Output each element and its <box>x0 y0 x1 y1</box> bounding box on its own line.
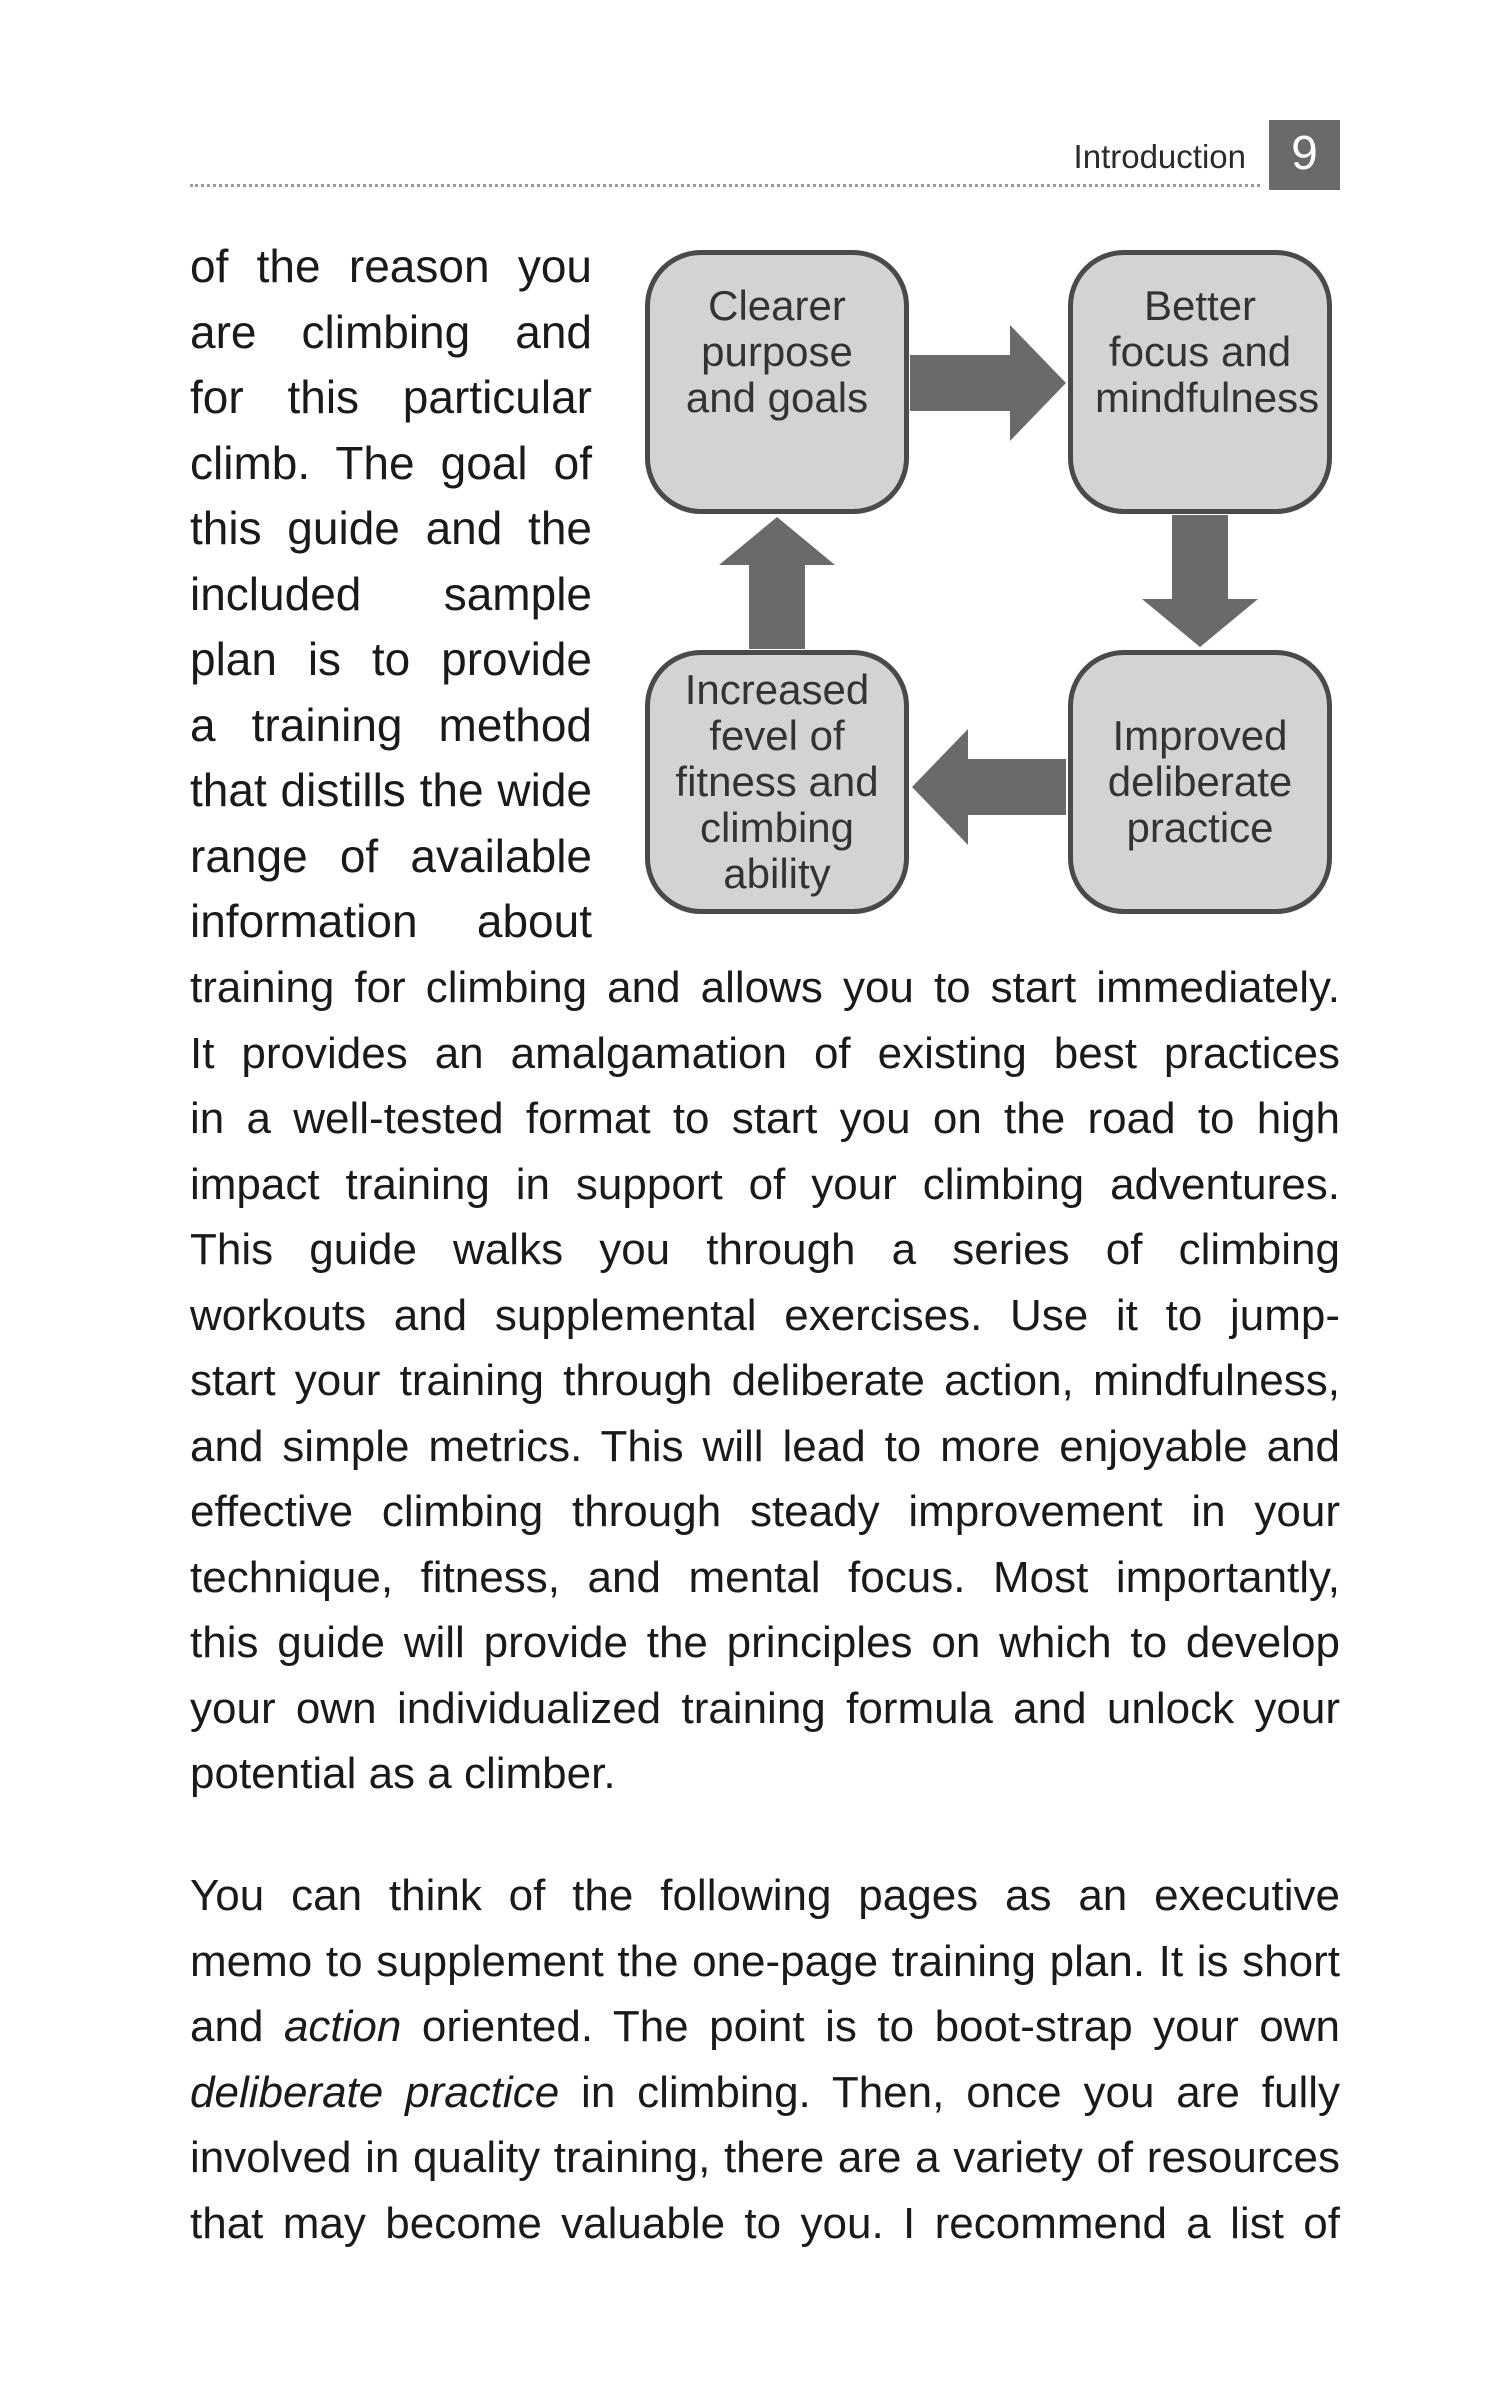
paragraph-line: It provides an amalgamation of existing best practices <box>190 1028 1340 1078</box>
box-improved-practice <box>1068 650 1332 914</box>
side-line: plan is to provide <box>190 633 592 685</box>
box-clearer-purpose <box>645 250 909 514</box>
side-line: for this particular <box>190 371 592 423</box>
paragraph-line: this guide will provide the principles on which to develop <box>190 1618 1340 1667</box>
paragraph-1 <box>190 955 1340 1807</box>
paragraph-line: impact training in support of your climbing adventures. <box>190 1159 1340 1209</box>
paragraph-line: involved in quality training, there are a variety of resources <box>190 2133 1340 2182</box>
paragraph-2 <box>190 1863 1340 2256</box>
paragraph-line: in a well-tested format to start you on the road to high <box>190 1094 1340 1143</box>
paragraph-line: You can think of the following pages as an executive <box>190 1871 1340 1920</box>
box-label: Better focus and mindfulness <box>1095 282 1320 421</box>
running-header <box>190 120 1340 192</box>
paragraph-line: and simple metrics. This will lead to more enjoyable and <box>190 1421 1340 1471</box>
side-line: this guide and the <box>190 502 592 554</box>
arrow-right-icon <box>910 325 1066 441</box>
box-increased-fitness <box>645 650 909 914</box>
arrow-left-icon <box>912 729 1066 845</box>
paragraph-line: your own individualized training formula and unlock your <box>190 1683 1340 1733</box>
paragraph-line: memo to supplement the one-page training plan. It is short <box>190 1936 1340 1986</box>
paragraph-line: potential as a climber. <box>190 1749 616 1798</box>
paragraph-line: that may become valuable to you. I recommend a list of <box>190 2198 1340 2248</box>
paragraph-line <box>190 1994 1340 2060</box>
side-line: that distills the wide <box>190 764 592 816</box>
page-number: 9 <box>1269 120 1340 190</box>
training-cycle-diagram <box>640 245 1342 930</box>
side-line: information about <box>190 895 592 947</box>
side-line: included sample <box>190 567 592 620</box>
side-line: of the reason you <box>190 240 592 292</box>
emphasis-action: action <box>283 2002 402 2051</box>
paragraph-line: workouts and supplemental exercises. Use it to jump- <box>190 1290 1340 1340</box>
text-run: and <box>190 2002 284 2051</box>
text-run: in climbing. Then, once you are fully <box>559 2067 1340 2117</box>
emphasis-deliberate-practice: deliberate practice <box>190 2067 560 2117</box>
arrow-down-icon <box>1142 515 1258 647</box>
box-label: Clearer purpose and goals <box>685 282 869 421</box>
paragraph-line: start your training through deliberate action, mindfulness, <box>190 1356 1340 1405</box>
side-line: a training method <box>190 698 592 751</box>
paragraph-line: This guide walks you through a series of climbing <box>190 1225 1340 1274</box>
paragraph-line: effective climbing through steady improvement in your <box>190 1487 1340 1536</box>
paragraph-line: technique, fitness, and mental focus. Most importantly, <box>190 1552 1340 1602</box>
box-label: Improved deliberate practice <box>1107 712 1293 851</box>
side-line: range of available <box>190 829 592 882</box>
arrow-up-icon <box>719 517 835 649</box>
paragraph-line: training for climbing and allows you to start immediately. <box>190 963 1340 1012</box>
text-run: oriented. The point is to boot-strap your own <box>401 2002 1341 2051</box>
box-label: Increased fevel of fitness and climbing ability <box>675 666 879 897</box>
header-dotted-rule <box>190 184 1260 187</box>
side-line: climb. The goal of <box>190 436 592 489</box>
box-better-focus <box>1068 250 1332 514</box>
section-title: Introduction <box>1073 138 1246 175</box>
paragraph-line <box>190 2060 1340 2126</box>
side-line: are climbing and <box>190 305 592 358</box>
side-paragraph <box>190 234 592 955</box>
